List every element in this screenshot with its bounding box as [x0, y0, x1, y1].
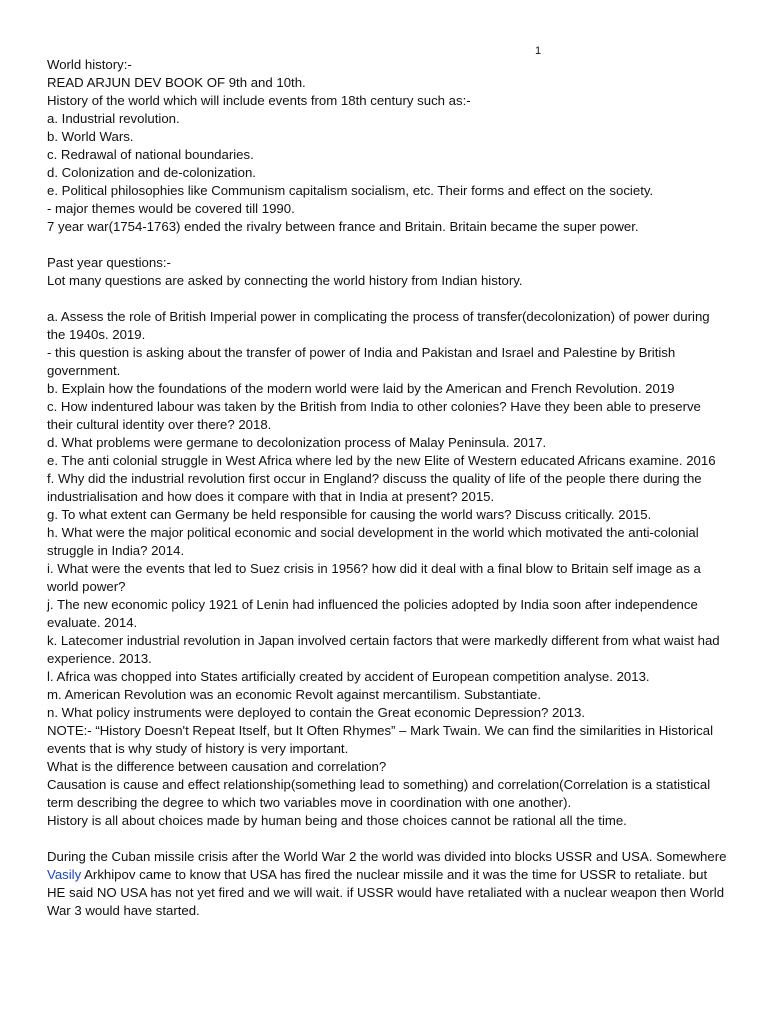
cuban-crisis-paragraph: [47, 848, 727, 920]
book-note: READ ARJUN DEV BOOK OF 9th and 10th.: [47, 75, 306, 90]
note-quote: NOTE:- “History Doesn't Repeat Itself, but It Often Rhymes” – Mark Twain. We can find the similarities in Historical events that is why study of history is very important.: [47, 723, 714, 756]
question-item: d. What problems were germane to decolonization process of Malay Peninsula. 2017.: [47, 435, 547, 450]
question-item: j. The new economic policy 1921 of Lenin had influenced the policies adopted by India soon after independence evaluate. 2014.: [47, 597, 698, 630]
scope-text: History of the world which will include events from 18th century such as:-: [47, 93, 471, 108]
spacer: [47, 236, 727, 254]
question-item: i. What were the events that led to Suez crisis in 1956? how did it deal with a final blow to Britain self image as a world power?: [47, 561, 701, 594]
question-item: - this question is asking about the transfer of power of India and Pakistan and Israel and Palestine by British government.: [47, 345, 676, 378]
spacer: [47, 290, 727, 308]
past-year-heading: Past year questions:-: [47, 255, 171, 270]
question-item: l. Africa was chopped into States artificially created by accident of European competition analyse. 2013.: [47, 669, 650, 684]
question-item: a. Assess the role of British Imperial power in complicating the process of transfer(decolonization) of power during the 1940s. 2019.: [47, 309, 710, 342]
past-year-note: Lot many questions are asked by connecting the world history from Indian history.: [47, 273, 523, 288]
cuban-text-part1: During the Cuban missile crisis after the World War 2 the world was divided into blocks USSR and USA. Somewhere: [47, 849, 727, 864]
topic-item: a. Industrial revolution.: [47, 111, 180, 126]
vasily-link[interactable]: Vasily: [47, 867, 82, 882]
causation-answer: Causation is cause and effect relationship(something lead to something) and correlation(Correlation is a statistical term describing the degree to which two variables move in coordination with one another).: [47, 777, 711, 810]
spacer: [47, 830, 727, 848]
document-body: [47, 56, 727, 920]
topic-item: 7 year war(1754-1763) ended the rivalry between france and Britain. Britain became the super power.: [47, 219, 639, 234]
page-number: 1: [535, 45, 542, 57]
question-item: b. Explain how the foundations of the modern world were laid by the American and French Revolution. 2019: [47, 381, 675, 396]
question-item: c. How indentured labour was taken by the British from India to other colonies? Have they been able to preserve their cultural identity over there? 2018.: [47, 399, 701, 432]
question-item: m. American Revolution was an economic Revolt against mercantilism. Substantiate.: [47, 687, 542, 702]
question-item: g. To what extent can Germany be held responsible for causing the world wars? Discuss critically. 2015.: [47, 507, 652, 522]
causation-question: What is the difference between causation and correlation?: [47, 759, 387, 774]
question-item: f. Why did the industrial revolution first occur in England? discuss the quality of life of the people there during the industrialisation and how does it compare with that in India at present? 2015.: [47, 471, 702, 504]
topic-item: e. Political philosophies like Communism capitalism socialism, etc. Their forms and effect on the society.: [47, 183, 654, 198]
question-item: n. What policy instruments were deployed to contain the Great economic Depression? 2013.: [47, 705, 586, 720]
section-title: World history:-: [47, 57, 132, 72]
cuban-text-part2: Arkhipov came to know that USA has fired the nuclear missile and it was the time for USSR to retaliate. but HE said NO USA has not yet fired and we will wait. if USSR would have retaliated with a nuclear weapon then World War 3 would have started.: [47, 867, 725, 918]
topic-item: - major themes would be covered till 1990.: [47, 201, 295, 216]
question-item: h. What were the major political economic and social development in the world which motivated the anti-colonial struggle in India? 2014.: [47, 525, 699, 558]
question-item: k. Latecomer industrial revolution in Japan involved certain factors that were markedly different from what waist had experience. 2013.: [47, 633, 720, 666]
choices-text: History is all about choices made by human being and those choices cannot be rational all the time.: [47, 813, 627, 828]
topic-item: d. Colonization and de-colonization.: [47, 165, 256, 180]
topic-item: c. Redrawal of national boundaries.: [47, 147, 254, 162]
question-item: e. The anti colonial struggle in West Africa where led by the new Elite of Western educated Africans examine. 2016: [47, 453, 716, 468]
topic-item: b. World Wars.: [47, 129, 134, 144]
